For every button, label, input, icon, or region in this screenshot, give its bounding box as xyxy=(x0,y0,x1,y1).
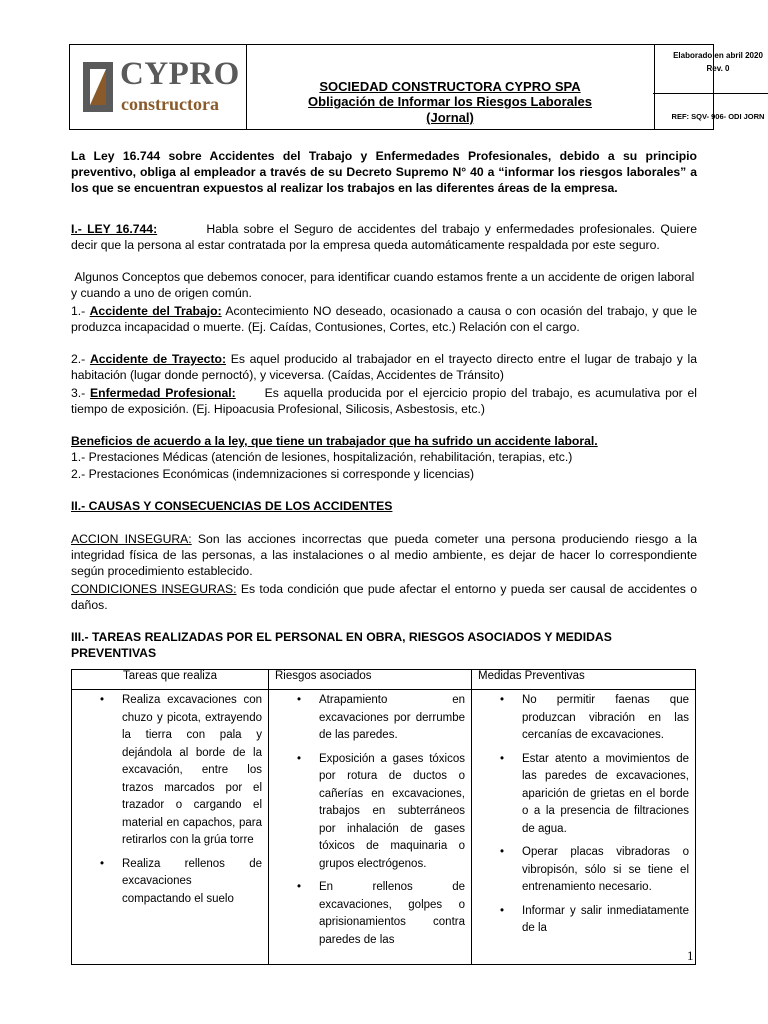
tasks-list xyxy=(72,692,268,908)
list-item xyxy=(472,692,695,745)
list-item xyxy=(72,856,268,909)
measures-cell xyxy=(472,690,696,965)
concept-number: 1.- xyxy=(71,304,90,318)
list-item xyxy=(269,692,471,745)
concept-text: Acontecimiento NO deseado, ocasionado a causa o con ocasión del trabajo, y que le produzca incapacidad o muerte. (Ej. Caídas, Contusiones, Cortes, etc.) Relación con el cargo. xyxy=(71,304,697,334)
bullet-icon: • xyxy=(500,846,505,858)
elaborado-date: Elaborado en abril 2020 xyxy=(673,51,763,60)
bullet-icon: • xyxy=(100,694,105,706)
list-item xyxy=(269,879,471,949)
risks-cell xyxy=(269,690,472,965)
bullet-icon: • xyxy=(297,881,302,893)
concept-term: Enfermedad Profesional: xyxy=(90,386,236,400)
revision-number: Rev. 0 xyxy=(706,64,730,73)
list-item xyxy=(472,903,695,938)
list-item-text: Operar placas vibradoras o vibropisón, sólo si se tiene el entrenamiento necesario. xyxy=(522,846,689,893)
document-subtitle: Obligación de Informar los Riesgos Laborales xyxy=(308,94,592,109)
intro-paragraph: La Ley 16.744 sobre Accidentes del Trabajo y Enfermedades Profesionales, debido a su principio preventivo, obliga al empleador a través de su Decreto Supremo N° 40 a “informar los riesgos laborales” a los que se encuentran expuestos al realizar los trabajos en las diferentes áreas de la empresa. xyxy=(71,149,697,195)
concepts-paragraph: Algunos Conceptos que debemos conocer, para identificar cuando estamos frente a un accidente de origen laboral y cuando a uno de origen común. xyxy=(71,270,698,300)
list-item-text: No permitir faenas que produzcan vibración en las cercanías de excavaciones. xyxy=(522,694,689,741)
logo-wordmark: CYPRO xyxy=(120,56,240,92)
list-item-text: Atrapamiento en excavaciones por derrumbe de las paredes. xyxy=(319,694,465,741)
list-item-text: Exposición a gases tóxicos por rotura de ductos o cañerías en excavaciones, trabajos en subterráneos por inhalación de gases tóxicos de maquinaria o grupos electrógenos. xyxy=(319,752,465,870)
header-meta xyxy=(69,44,765,130)
list-item xyxy=(269,751,471,874)
bullet-icon: • xyxy=(500,752,505,765)
table-header-measures: Medidas Preventivas xyxy=(472,670,696,690)
table-header-risks: Riesgos asociados xyxy=(269,670,472,690)
concept-item-2 xyxy=(71,351,697,383)
list-item xyxy=(72,692,268,850)
list-item-text: En rellenos de excavaciones, golpes o aprisionamientos contra paredes de las xyxy=(319,881,465,946)
table-row xyxy=(72,690,696,965)
concept-item-3 xyxy=(71,385,701,417)
accion-insegura-term: ACCION INSEGURA: xyxy=(71,532,192,546)
bullet-icon: • xyxy=(500,694,505,706)
document-subtitle-2: (Jornal) xyxy=(426,110,474,125)
condiciones-inseguras-term: CONDICIONES INSEGURAS: xyxy=(71,582,237,596)
concept-text: Es aquella producida por el ejercicio propio del trabajo, es acumulativa por el tiempo de exposición. (Ej. Hipoacusia Profesional, Silicosis, Asbestosis, etc.) xyxy=(71,386,701,416)
table-header-row xyxy=(72,670,696,690)
list-item-text: Informar y salir inmediatamente de la xyxy=(522,904,689,934)
concept-item-1 xyxy=(71,303,697,335)
list-item-text: Realiza rellenos de excavaciones compactando el suelo xyxy=(122,857,262,905)
bullet-icon: • xyxy=(297,694,302,706)
section-3-heading: III.- TAREAS REALIZADAS POR EL PERSONAL EN OBRA, RIESGOS ASOCIADOS Y MEDIDAS PREVENTIVAS xyxy=(71,630,612,660)
list-item-text: Estar atento a movimientos de las paredes de excavaciones, aparición de grietas en el borde o a la presencia de filtraciones de agua. xyxy=(522,752,689,835)
concept-term: Accidente de Trayecto: xyxy=(89,352,227,366)
section-1-heading: I.- LEY 16.744: xyxy=(71,222,158,236)
condiciones-inseguras xyxy=(71,581,697,613)
benefit-item-2: 2.- Prestaciones Económicas (indemnizaciones si corresponde y licencias) xyxy=(71,467,475,481)
list-item-text: Realiza excavaciones con chuzo y picota, extrayendo la tierra con pala y dejándola al borde de la excavación, entre los trazos marcados por el trazador o cargando el material en capachos, para retirarlos con la grúa torre xyxy=(122,694,262,846)
reference-code: REF: SQV- 906- ODI JORN xyxy=(671,112,765,121)
risks-list xyxy=(269,692,471,949)
list-item xyxy=(472,844,695,897)
tasks-risks-table xyxy=(71,669,696,965)
concept-number: 2.- xyxy=(71,352,90,366)
logo-subtitle: constructora xyxy=(121,94,219,114)
page-number: 1 xyxy=(687,948,694,963)
section-1-paragraph: Habla sobre el Seguro de accidentes del trabajo y enfermedades profesionales. Quiere decir que la persona al estar contratada por la empresa queda automáticamente respaldada por este seguro. xyxy=(71,222,698,252)
company-name: SOCIEDAD CONSTRUCTORA CYPRO SPA xyxy=(319,79,581,94)
concept-text: Es aquel producido al trabajador en el trayecto directo entre el lugar de trabajo y la habitación (lugar donde pernoctó), y viceversa. (Caídas, Accidentes de Tránsito) xyxy=(71,352,698,382)
table-header-tasks: Tareas que realiza xyxy=(72,670,269,690)
benefit-item-1: 1.- Prestaciones Médicas (atención de lesiones, hospitalización, rehabilitación, terapias, etc.) xyxy=(71,450,573,464)
concept-term: Accidente del Trabajo: xyxy=(89,304,222,318)
accion-insegura xyxy=(71,531,697,579)
bullet-icon: • xyxy=(297,752,302,765)
concept-number: 3.- xyxy=(71,386,91,400)
list-item xyxy=(472,751,695,839)
bullet-icon: • xyxy=(500,904,505,917)
header-revision-box xyxy=(653,44,768,94)
measures-list xyxy=(472,692,695,938)
benefits-heading: Beneficios de acuerdo a la ley, que tiene un trabajador que ha sufrido un accidente laboral. xyxy=(71,434,598,448)
tasks-cell xyxy=(72,690,269,965)
accion-insegura-text: Son las acciones incorrectas que pueda cometer una persona produciendo riesgo a la integridad física de las personas, a las instalaciones o al medio ambiente, es dejar de hacer lo correspondiente según procedimiento establecido. xyxy=(71,532,697,578)
condiciones-inseguras-text: Es toda condición que pude afectar el entorno y pueda ser causal de accidentes o daños. xyxy=(71,582,698,612)
section-1 xyxy=(71,221,697,253)
bullet-icon: • xyxy=(100,857,105,870)
section-2-heading: II.- CAUSAS Y CONSECUENCIAS DE LOS ACCIDENTES xyxy=(71,499,393,513)
